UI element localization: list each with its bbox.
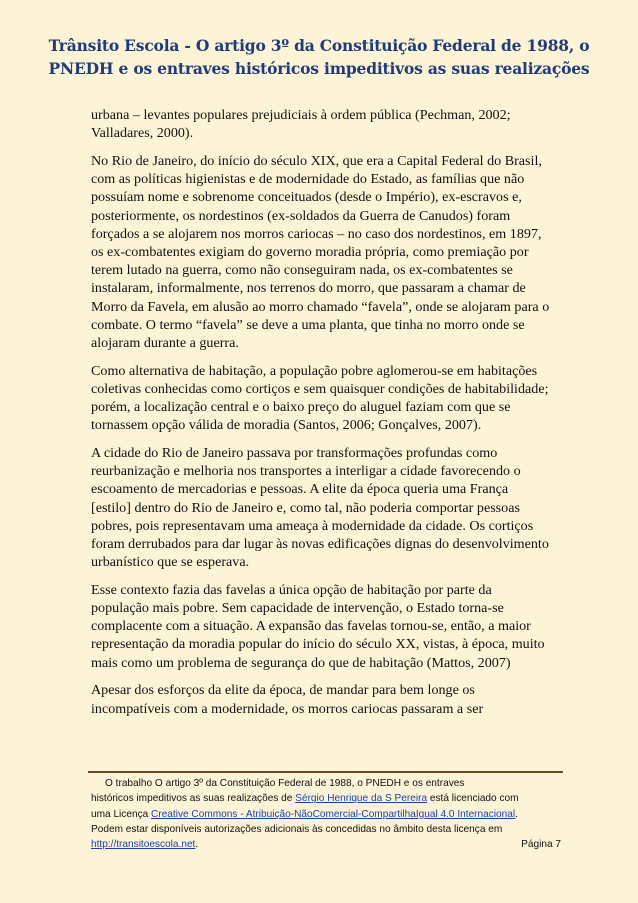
paragraph: urbana – levantes populares prejudiciais à ordem pública (Pechman, 2002; Valladares, 2000). bbox=[91, 107, 511, 142]
page-number: Página 7 bbox=[521, 839, 561, 851]
footer-divider bbox=[88, 771, 563, 773]
body-text bbox=[91, 106, 551, 727]
footer-text: . bbox=[195, 839, 199, 851]
footer-license-line-5 bbox=[91, 837, 561, 852]
footer-text: históricos impeditivos as suas realizações de bbox=[91, 793, 296, 805]
paragraph: Apesar dos esforços da elite da época, de mandar para bem longe os incompatíveis com a modernidade, os morros cariocas passaram a ser bbox=[91, 682, 484, 717]
footer-license-line-3 bbox=[91, 807, 561, 822]
footer-text: . bbox=[515, 808, 518, 820]
header-title-line-2: PNEDH e os entraves históricos impeditivos as suas realizações bbox=[48, 59, 590, 78]
paragraph: Como alternativa de habitação, a população pobre aglomerou-se em habitações coletivas conhecidas como cortiços e sem quaisquer condições de habitabilidade; porém, a localização central e o baixo preço do aluguel faziam com que se tornassem opção válida de moradia (Santos, 2006; Gonçalves, 2007). bbox=[91, 362, 549, 434]
paragraph: Esse contexto fazia das favelas a única opção de habitação por parte da população mais pobre. Sem capacidade de intervenção, o Estado torna-se complacente com a situação. A expansão das favelas tornou-se, então, a maior representação da moradia popular do início do século XX, vistas, à época, muito mais como um problema de segurança do que de habitação (Mattos, 2007) bbox=[91, 581, 545, 671]
footer-license-line-1: O trabalho O artigo 3º da Constituição Federal de 1988, o PNEDH e os entraves bbox=[105, 778, 465, 789]
header-title-line-1: Trânsito Escola - O artigo 3º da Constituição Federal de 1988, o bbox=[48, 36, 590, 55]
paragraph: No Rio de Janeiro, do início do século XIX, que era a Capital Federal do Brasil, com as políticas higienistas e de modernidade do Estado, as famílias que não possuíam nome e sobrenome conceituados (desde o Império), ex-escravos e, posteriormente, os nordestinos (ex-soldados da Guerra de Canudos) foram forçados a se alojarem nos morros cariocas – no caso dos nordestinos, em 1897, os ex-combatentes exigiam do governo moradia própria, como premiação por terem lutado na guerra, como não conseguiram nada, os ex-combatentes se instalaram, informalmente, nos terrenos do morro, que passaram a chamar de Morro da Favela, em alusão ao morro chamado “favela”, onde se alojaram para o combate. O termo “favela” se deve a uma planta, que tinha no morro onde se alojaram durante a guerra. bbox=[91, 152, 550, 351]
paragraph: A cidade do Rio de Janeiro passava por transformações profundas como reurbanização e melhoria nos transportes a interligar a cidade favorecendo o escoamento de mercadorias e pessoas. A elite da época queria uma França [estilo] dentro do Rio de Janeiro e, como tal, não poderia comportar pessoas pobres, pois representavam uma ameaça à modernidade da cidade. Os cortiços foram derrubados para dar lugar às novas edificações dignas do desenvolvimento urbanístico que se esperava. bbox=[91, 444, 549, 571]
footer-text: está licenciado com bbox=[427, 793, 519, 805]
site-link[interactable]: http://transitoescola.net bbox=[91, 839, 196, 851]
footer-license-line-2 bbox=[91, 791, 561, 806]
license-link[interactable]: Creative Commons - Atribuição-NãoComercial-CompartilhaIgual 4.0 Internacional bbox=[151, 808, 516, 820]
footer-text: uma Licença bbox=[91, 808, 152, 820]
page-footer bbox=[91, 776, 561, 852]
footer-license-line-4: Podem estar disponíveis autorizações adicionais às concedidas no âmbito desta licença em bbox=[91, 823, 503, 835]
author-link[interactable]: Sérgio Henrique da S Pereira bbox=[295, 793, 428, 805]
page-header bbox=[40, 34, 598, 80]
